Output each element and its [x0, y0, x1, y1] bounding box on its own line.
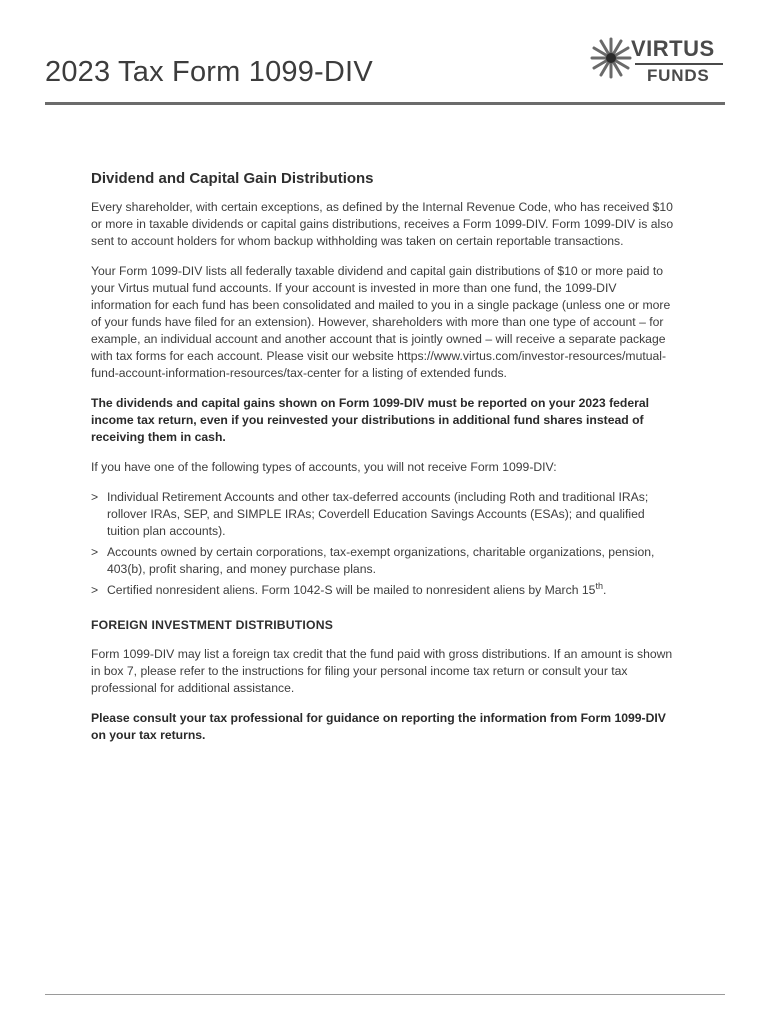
virtus-starburst-icon	[589, 36, 633, 80]
list-item-text: Individual Retirement Accounts and other tax-deferred accounts (including Roth and traditional IRAs; rollover IRAs, SEP, and SIMPLE IRAs; Coverdell Education Savings Accounts (ESAs); and qualified tuition plan accounts).	[107, 490, 649, 538]
list-item	[91, 489, 675, 540]
logo-divider	[635, 63, 723, 65]
section-heading: Dividend and Capital Gain Distributions	[91, 170, 374, 187]
intro-paragraph: Every shareholder, with certain exceptions, as defined by the Internal Revenue Code, who has received $10 or more in taxable dividends or capital gains distributions, receives a Form 1099-DIV. Form 1099-DIV is also sent to account holders for whom backup withholding was taken on certain reportable transactions.	[91, 200, 674, 248]
form-details-paragraph: Your Form 1099-DIV lists all federally taxable dividend and capital gain distributions of $10 or more paid to your Virtus mutual fund accounts. If your account is invested in more than one fund, the 1099-DIV information for each fund has been consolidated and mailed to you in a single package (unless one or more of your funds have filed for an extension). However, shareholders with more than one type of account – for example, an individual account and another account that is jointly owned – will receive a separate package with tax forms for each account. Please visit our website https://www.virtus.com/investor-resources/mutual-fund-account-information-resources/tax-center for a listing of extended funds.	[91, 264, 671, 380]
page-title: 2023 Tax Form 1099-DIV	[45, 56, 373, 88]
list-item-end: .	[602, 583, 607, 597]
exclusion-list	[91, 489, 675, 599]
bullet-marker: >	[91, 490, 99, 504]
virtus-funds-logo	[589, 34, 723, 90]
bullet-marker: >	[91, 545, 99, 559]
logo-subtitle: FUNDS	[647, 66, 710, 85]
reporting-notice: The dividends and capital gains shown on Form 1099-DIV must be reported on your 2023 federal income tax return, even if you reinvested your distributions in additional fund shares instead of receiving them in cash.	[91, 396, 650, 444]
list-item	[91, 544, 675, 578]
document-body	[91, 170, 675, 757]
bullet-marker: >	[91, 583, 99, 597]
list-item-text: Accounts owned by certain corporations, tax-exempt organizations, charitable organizations, pension, 403(b), profit sharing, and money purchase plans.	[107, 545, 655, 576]
foreign-investment-heading: FOREIGN INVESTMENT DISTRIBUTIONS	[91, 618, 334, 632]
list-item	[91, 582, 675, 599]
logo-wordmark: VIRTUS	[631, 36, 715, 61]
footer-divider	[45, 994, 725, 995]
exclusion-intro: If you have one of the following types of accounts, you will not receive Form 1099-DIV:	[91, 460, 557, 474]
ordinal-superscript: th	[595, 580, 603, 591]
page-header	[45, 32, 725, 105]
foreign-investment-paragraph: Form 1099-DIV may list a foreign tax credit that the fund paid with gross distributions. If an amount is shown in box 7, please refer to the instructions for filing your personal income tax return or consult your tax professional for additional assistance.	[91, 647, 673, 695]
list-item-text: Certified nonresident aliens. Form 1042-S will be mailed to nonresident aliens by March 15	[107, 583, 596, 597]
closing-notice: Please consult your tax professional for guidance on reporting the information from Form 1099-DIV on your tax returns.	[91, 711, 666, 742]
